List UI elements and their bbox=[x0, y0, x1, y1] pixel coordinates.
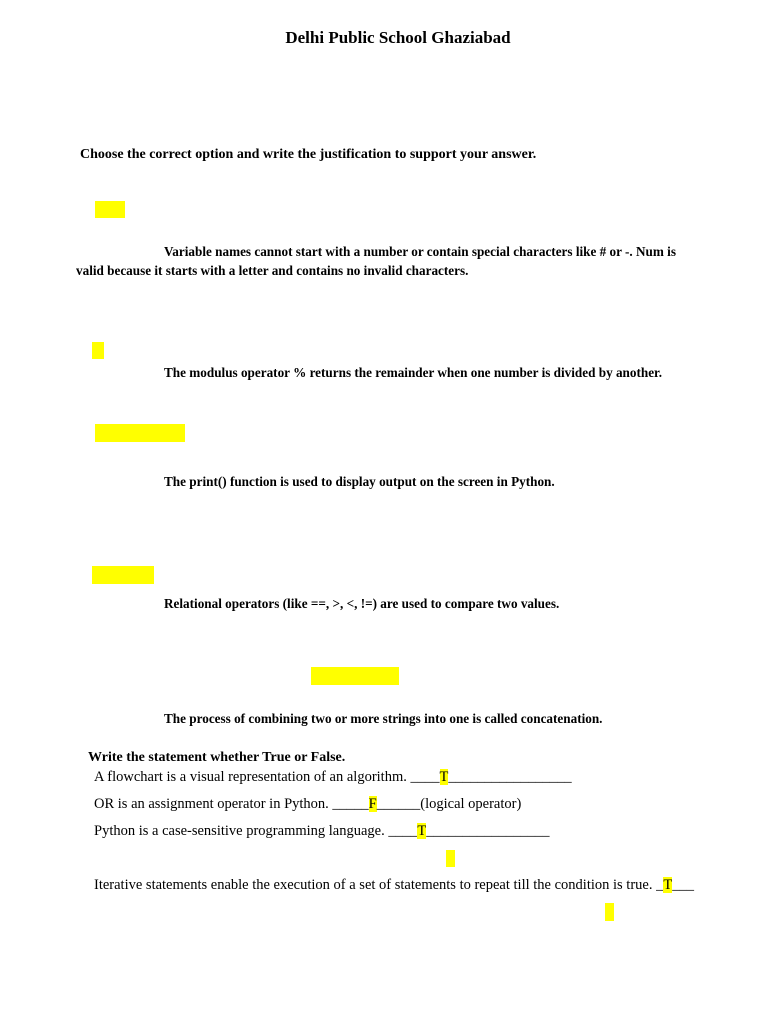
justification-1-line-1: Variable names cannot start with a number or contain special characters like # or -. Num is bbox=[164, 244, 676, 259]
tf-answer: T bbox=[417, 823, 427, 839]
justification-5: The process of combining two or more strings into one is called concatenation. bbox=[164, 711, 603, 726]
answer-highlight-2 bbox=[92, 342, 104, 359]
answer-highlight-3 bbox=[95, 424, 185, 442]
mcq-instruction: Choose the correct option and write the justification to support your answer. bbox=[80, 147, 537, 162]
tf-answer: F bbox=[368, 796, 377, 812]
justification-3: The print() function is used to display output on the screen in Python. bbox=[164, 474, 555, 489]
tf-item-2 bbox=[94, 796, 521, 813]
answer-highlight-4 bbox=[92, 566, 154, 584]
tf-blank-post: ______ bbox=[376, 796, 421, 812]
tf-item-4 bbox=[94, 877, 694, 894]
answer-highlight-7 bbox=[605, 903, 614, 921]
justification-2: The modulus operator % returns the remainder when one number is divided by another. bbox=[164, 365, 662, 380]
justification-4: Relational operators (like ==, >, <, !=) are used to compare two values. bbox=[164, 596, 560, 611]
answer-highlight-1 bbox=[95, 201, 125, 218]
tf-blank-pre: _____ bbox=[332, 796, 369, 812]
answer-highlight-5 bbox=[311, 667, 399, 685]
tf-blank-post: ___ bbox=[672, 877, 694, 893]
tf-answer: T bbox=[439, 769, 449, 785]
school-title: Delhi Public School Ghaziabad bbox=[285, 28, 511, 47]
tf-blank-pre: ____ bbox=[410, 769, 440, 785]
answer-highlight-6 bbox=[446, 850, 455, 867]
tf-statement: A flowchart is a visual representation of an algorithm. bbox=[94, 769, 411, 785]
tf-blank-post: _________________ bbox=[426, 823, 550, 839]
tf-statement: Python is a case-sensitive programming language. bbox=[94, 823, 389, 839]
tf-item-1 bbox=[94, 769, 572, 786]
tf-blank-post: _________________ bbox=[448, 769, 572, 785]
tf-blank-pre: ____ bbox=[388, 823, 418, 839]
tf-instruction: Write the statement whether True or False. bbox=[88, 750, 346, 765]
tf-statement: OR is an assignment operator in Python. bbox=[94, 796, 333, 812]
tf-answer: T bbox=[663, 877, 673, 893]
tf-note: (logical operator) bbox=[420, 796, 522, 812]
justification-1 bbox=[76, 242, 716, 280]
tf-statement: Iterative statements enable the execution of a set of statements to repeat till the condition is true. bbox=[94, 877, 657, 893]
justification-1-line-2: valid because it starts with a letter and contains no invalid characters. bbox=[76, 263, 469, 278]
tf-item-3 bbox=[94, 823, 549, 840]
tf-blank-pre: _ bbox=[656, 877, 664, 893]
